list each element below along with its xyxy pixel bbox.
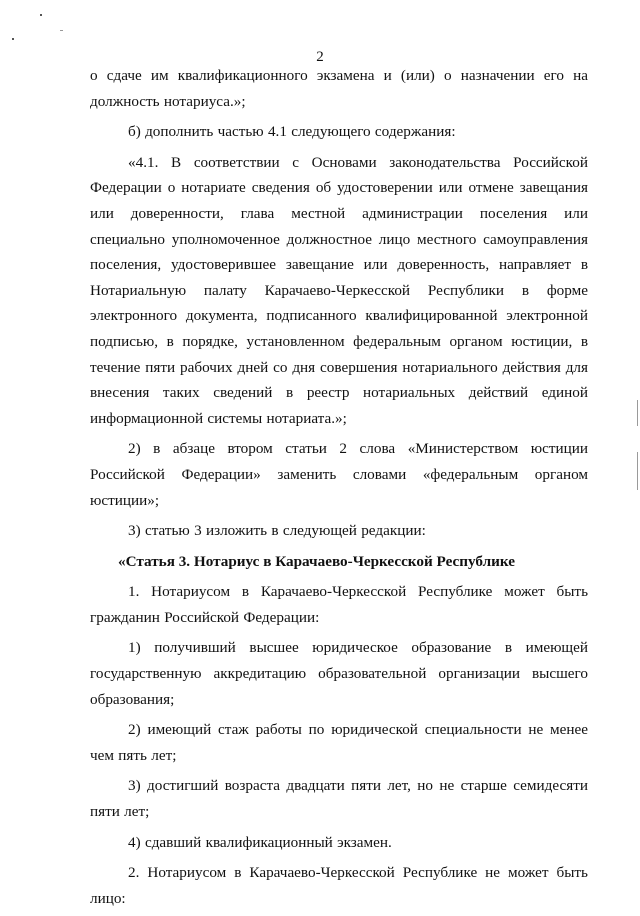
page-number: 2 (316, 49, 324, 65)
text-line: нотариата.»; (266, 409, 347, 427)
paragraph-amendment-3 (90, 518, 588, 544)
text-line: удостоверившее завещание или доверенность, направляет в Нотариальную (90, 256, 589, 299)
paragraph-article-3-part-2 (90, 860, 588, 911)
text-line: подписанного квалифицированной электронной подписью, в порядке, (90, 307, 588, 350)
heading-text: «Статья 3. Нотариус в Карачаево-Черкесской Республике (118, 552, 515, 570)
text-line: 2) имеющий стаж работы по юридической специальности не менее чем (90, 721, 588, 764)
text-line: Российской Федерации» заменить словами «федеральным органом (90, 465, 588, 483)
text-line: государственную аккредитацию образовательной организации высшего (90, 665, 588, 683)
text-line: уполномоченное должностное лицо местного самоуправления поселения, (90, 230, 588, 274)
text-line: 4) сдавший квалификационный экзамен. (128, 833, 392, 851)
text-line: должность нотариуса.»; (90, 92, 246, 110)
text-line: 2) в абзаце втором статьи 2 слова «Министерством юстиции (128, 440, 588, 458)
text-line: пять лет; (118, 746, 177, 764)
text-line: 3) достигший возраста двадцати пяти лет, но не старше семидесяти (128, 777, 588, 795)
paragraph-continuation (90, 63, 588, 114)
text-line: или доверенности, глава местной администрации поселения или специально (90, 204, 588, 248)
text-line: образования; (90, 690, 175, 708)
paragraph-part-4-1 (90, 150, 588, 432)
paragraph-amendment-2 (90, 436, 588, 513)
text-line: пяти лет; (90, 803, 150, 821)
text-line: о сдаче им квалификационного экзамена и (или) о назначении его на (90, 67, 588, 84)
scan-edge-mark (637, 400, 638, 426)
paragraph-condition-4 (90, 830, 588, 856)
scan-speck (12, 38, 14, 40)
document-body (90, 63, 588, 916)
text-line: реестр нотариальных действий единой информационной системы (90, 384, 588, 427)
paragraph-condition-3 (90, 773, 588, 824)
text-line: палату Карачаево-Черкесской Республики в форме электронного документа, (90, 281, 588, 325)
paragraph-condition-2 (90, 717, 588, 768)
text-line: юстиции»; (90, 491, 160, 509)
scan-speck (40, 14, 42, 16)
scan-speck (60, 30, 63, 31)
text-line: гражданин Российской Федерации: (90, 608, 320, 626)
text-line: лицо: (90, 889, 126, 907)
text-line: 1. Нотариусом в Карачаево-Черкесской Республике может быть (128, 583, 588, 601)
text-line: Федерации о нотариате сведения об удостоверении или отмене завещания (90, 179, 588, 197)
article-3-heading (90, 549, 588, 575)
text-line: установленном федеральным органом юстиции, в течение пяти рабочих дней (90, 332, 588, 376)
text-line: 3) статью 3 изложить в следующей редакции: (128, 522, 426, 540)
scan-edge-mark (637, 452, 638, 490)
paragraph-condition-1 (90, 635, 588, 712)
text-line: 2. Нотариусом в Карачаево-Черкесской Республике не может быть (128, 864, 588, 882)
paragraph-amendment-b (90, 119, 588, 145)
text-line: «4.1. В соответствии с Основами законодательства Российской (128, 153, 588, 171)
text-line: 1) получивший высшее юридическое образование в имеющей (128, 639, 588, 657)
text-line: б) дополнить частью 4.1 следующего содержания: (128, 123, 456, 141)
text-line: со дня совершения нотариального действия для внесения таких сведений в (90, 358, 588, 402)
paragraph-article-3-part-1 (90, 579, 588, 630)
